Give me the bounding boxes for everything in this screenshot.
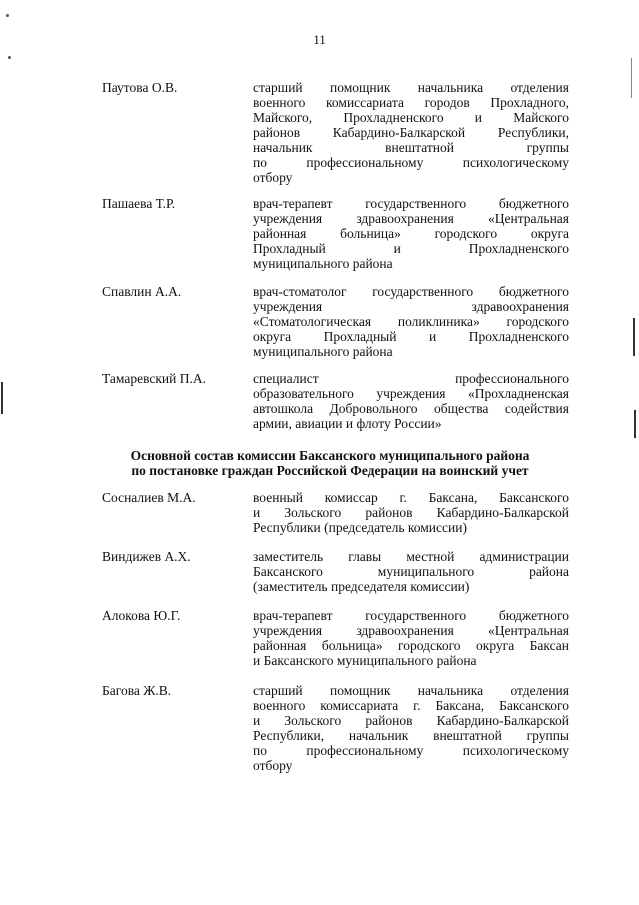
page-number: 11 bbox=[313, 32, 326, 47]
member-name: Виндижев А.Х. bbox=[102, 549, 191, 564]
member-entry bbox=[102, 80, 568, 185]
member-name: Сосналиев М.А. bbox=[102, 490, 196, 505]
member-entry bbox=[102, 196, 568, 271]
scan-edge-mark bbox=[633, 318, 635, 356]
member-name: Паутова О.В. bbox=[102, 80, 178, 95]
member-name: Тамаревский П.А. bbox=[102, 371, 207, 386]
member-entry bbox=[102, 284, 568, 359]
member-role: врач-терапевт государственного бюджетного учреждения здравоохранения «Центральная районная больница» городского округа Прохладный и Прохладненского муниципального района bbox=[253, 196, 569, 271]
member-role: военный комиссар г. Баксана, Баксанского и Зольского районов Кабардино-Балкарской Республики (председатель комиссии) bbox=[253, 490, 569, 535]
member-entry bbox=[102, 549, 568, 594]
member-role: старший помощник начальника отделения военного комиссариата г. Баксана, Баксанского и Зольского районов Кабардино-Балкарской Республики, начальник внештатной группы по профессиональному психологическому отбору bbox=[253, 683, 569, 773]
member-role: специалист профессионального образовательного учреждения «Прохладненская автошкола Добровольного общества содействия армии, авиации и флоту России» bbox=[253, 371, 569, 431]
member-name: Багова Ж.В. bbox=[102, 683, 172, 698]
member-entry bbox=[102, 683, 568, 773]
member-entry bbox=[102, 608, 568, 668]
member-role: врач-стоматолог государственного бюджетного учреждения здравоохранения «Стоматологическая поликлиника» городского округа Прохладный и Прохладненского муниципального района bbox=[253, 284, 569, 359]
scan-speck bbox=[6, 14, 9, 17]
section-heading-line: Основной состав комиссии Баксанского муниципального района bbox=[130, 448, 530, 463]
section-heading-line: по постановке граждан Российской Федерации на воинский учет bbox=[131, 463, 529, 478]
member-role: старший помощник начальника отделения военного комиссариата городов Прохладного, Майского, Прохладненского и Майского районов Кабардино-Балкарской Республики, начальник внештатной группы по профессиональному психологическому отбору bbox=[253, 80, 569, 185]
member-entry bbox=[102, 371, 568, 431]
section-heading bbox=[80, 448, 580, 478]
member-role: врач-терапевт государственного бюджетного учреждения здравоохранения «Центральная районная больница» городского округа Баксан и Баксанского муниципального района bbox=[253, 608, 569, 668]
scan-edge-mark bbox=[634, 410, 636, 438]
member-name: Алокова Ю.Г. bbox=[102, 608, 181, 623]
member-name: Спавлин А.А. bbox=[102, 284, 182, 299]
member-role: заместитель главы местной администрации Баксанского муниципального района (заместитель председателя комиссии) bbox=[253, 549, 569, 594]
member-entry bbox=[102, 490, 568, 535]
scan-edge-mark bbox=[631, 58, 632, 98]
member-name: Пашаева Т.Р. bbox=[102, 196, 176, 211]
scan-speck bbox=[8, 56, 11, 59]
scan-edge-mark bbox=[1, 382, 3, 414]
